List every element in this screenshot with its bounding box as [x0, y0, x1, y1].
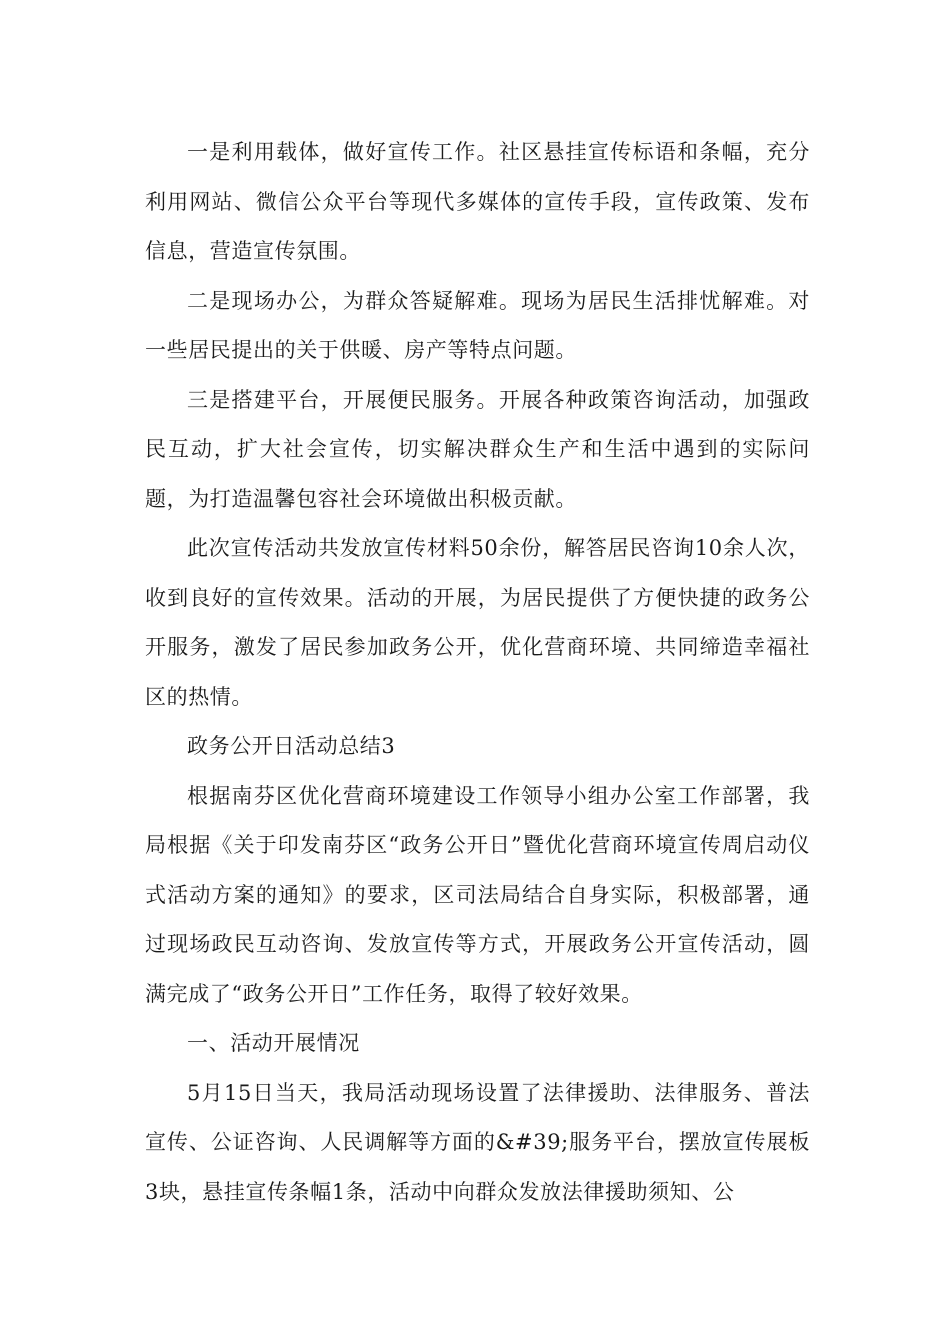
paragraph-4: 此次宣传活动共发放宣传材料50余份，解答居民咨询10余人次，收到良好的宣传效果。活动的开展，为居民提供了方便快捷的政务公开服务，激发了居民参加政务公开，优化营商环境、共同缔造幸福社区的热情。 [145, 536, 810, 709]
section-title-summary-3: 政务公开日活动总结3 [187, 734, 396, 758]
paragraph-2: 二是现场办公，为群众答疑解难。现场为居民生活排忧解难。对一些居民提出的关于供暖、房产等特点问题。 [145, 288, 810, 362]
paragraph-3: 三是搭建平台，开展便民服务。开展各种政策咨询活动，加强政民互动，扩大社会宣传，切实解决群众生产和生活中遇到的实际问题，为打造温馨包容社会环境做出积极贡献。 [145, 387, 810, 511]
document-body [145, 128, 810, 1217]
paragraph-6: 根据南芬区优化营商环境建设工作领导小组办公室工作部署，我局根据《关于印发南芬区“政务公开日”暨优化营商环境宣传周启动仪式活动方案的通知》的要求，区司法局结合自身实际，积极部署，通过现场政民互动咨询、发放宣传等方式，开展政务公开宣传活动，圆满完成了“政务公开日”工作任务，取得了较好效果。 [145, 783, 810, 1006]
paragraph-8: 5月15日当天，我局活动现场设置了法律援助、法律服务、普法宣传、公证咨询、人民调解等方面的&#39;服务平台，摆放宣传展板3块，悬挂宣传条幅1条，活动中向群众发放法律援助须知、公 [145, 1080, 810, 1204]
paragraph-1: 一是利用载体，做好宣传工作。社区悬挂宣传标语和条幅，充分利用网站、微信公众平台等现代多媒体的宣传手段，宣传政策、发布信息，营造宣传氛围。 [145, 140, 810, 263]
section-heading-activity: 一、活动开展情况 [187, 1031, 360, 1055]
